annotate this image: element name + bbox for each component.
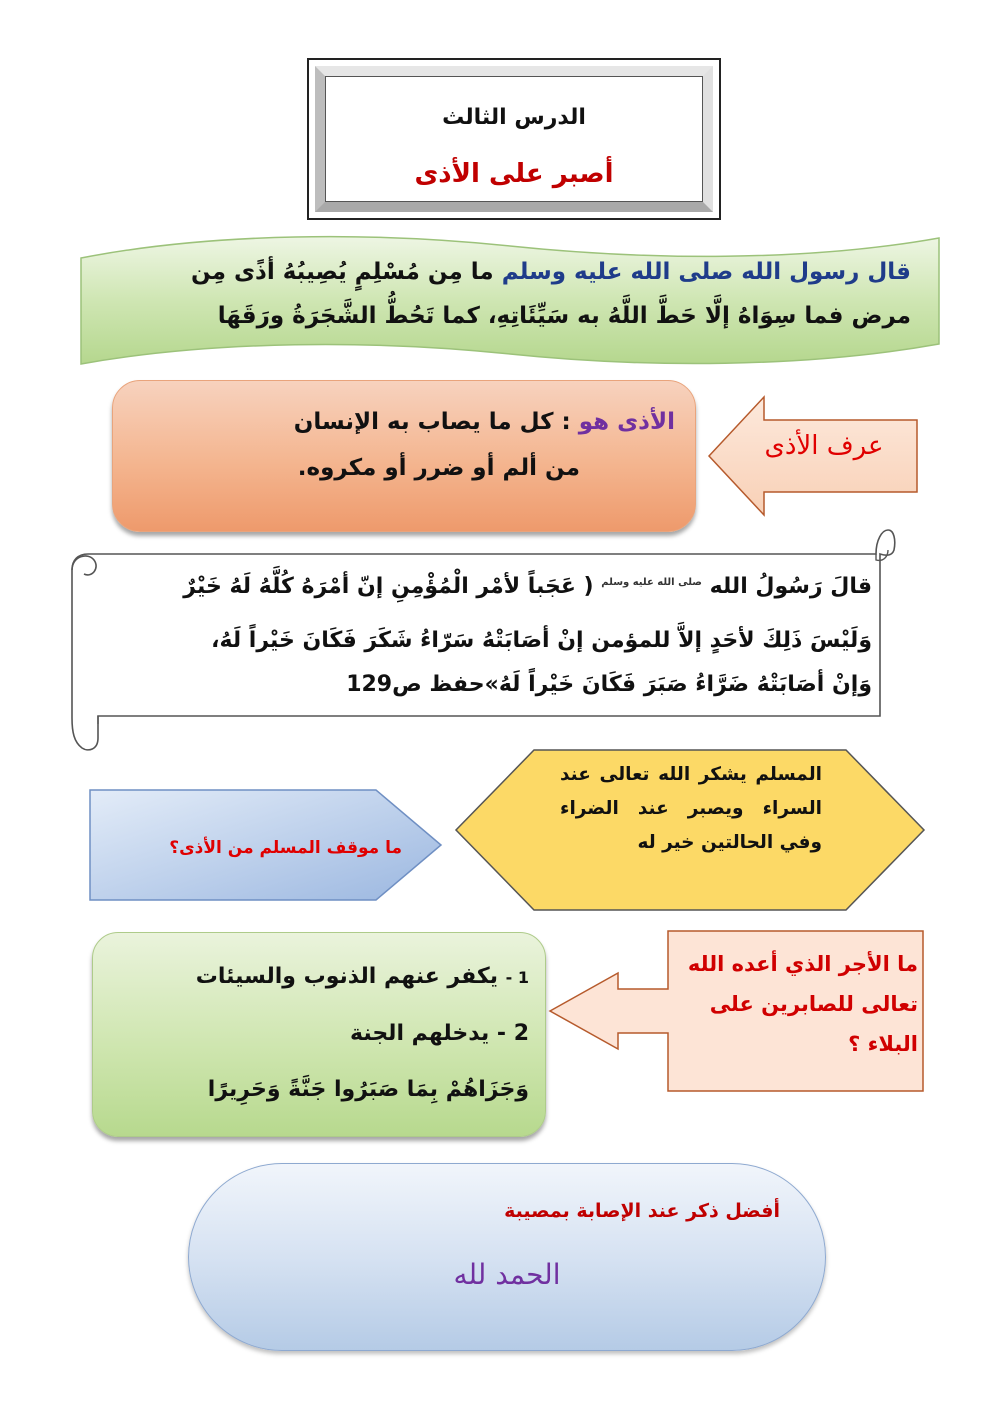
definition-term: الأذى هو (578, 409, 675, 435)
reward-item-2-number: 2 - (496, 1021, 529, 1046)
reward-item-1 (89, 949, 529, 1006)
hadith-text (103, 250, 911, 338)
rewards-box (92, 932, 546, 1137)
scroll-line-1 (104, 556, 872, 614)
hadith-intro: قال رسول الله صلى الله عليه وسلم (501, 259, 911, 285)
rewards-text (89, 949, 529, 1118)
lesson-title: أصبر على الأذى (414, 159, 614, 189)
title-frame-bevel (315, 66, 713, 212)
scroll-line-3: وَإنْ أصَابَتْهُ ضَرَّاءُ صَبَرَ فَكَانَ خَيْراً لَهُ»حفظ ص129 (346, 672, 872, 697)
definition-box (112, 380, 696, 532)
definition-line-2: من ألم أو ضرر أو مكروه. (297, 455, 580, 481)
definition-line-1-rest: كل ما يصاب به الإنسان (293, 409, 554, 435)
hadith-scroll-text (104, 556, 872, 702)
title-frame-inner (325, 76, 703, 202)
reward-item-1-number: 1 - (505, 968, 529, 987)
define-arrow-label: عرف الأذى (764, 431, 884, 461)
reward-item-1-text: يكفر عنهم الذنوب والسيئات (195, 964, 498, 989)
hadith-line-1 (103, 250, 911, 294)
definition-text (155, 399, 675, 491)
hadith-line-2: مرض فما سِوَاهُ إلَّا حَطَّ اللَّهُ به سَيِّئَاتِهِ، كما تَحُطُّ الشَّجَرَةُ ورَقَهَا (217, 303, 911, 329)
dhikr-box (188, 1163, 826, 1351)
definition-colon: : (553, 409, 579, 435)
salawat-symbol: صلى الله عليه وسلم (601, 577, 702, 588)
question-2-text: ما الأجر الذي أعده الله تعالى للصابرين على البلاء ؟ (687, 952, 918, 1056)
scroll-line-1-b: ( عَجَباً لأمْر الْمُؤْمِنِ إنّ أمْرَهُ كُلَّهُ لَهُ خَيْرٌ (183, 574, 594, 599)
reward-item-2 (89, 1006, 529, 1062)
lesson-number: الدرس الثالث (442, 105, 586, 130)
definition-line-1 (155, 399, 675, 445)
scroll-line-2: وَلَيْسَ ذَلِكَ لأحَدٍ إلاَّ للمؤمن إنْ أصَابَتْهُ سَرّاءُ شَكَرَ فَكَانَ خَيْراً لَهُ، (211, 628, 872, 653)
reward-verse: وَجَزَاهُمْ بِمَا صَبَرُوا جَنَّةً وَحَرِيرًا (207, 1077, 529, 1102)
question-1-text: ما موقف المسلم من الأذى؟ (169, 838, 402, 858)
hadith-line-1-rest: ما مِن مُسْلِمٍ يُصِيبُهُ أذًى مِن (191, 259, 494, 285)
scroll-line-1-a: قالَ رَسُولُ الله (709, 574, 872, 599)
answer-1-text: المسلم يشكر الله تعالى عند السراء ويصبر عند الضراء وفي الحالتين خير له (560, 764, 822, 853)
lesson-title-frame (307, 58, 721, 220)
reward-item-2-text: يدخلهم الجنة (350, 1021, 490, 1046)
hadith-banner (75, 228, 945, 372)
dhikr-phrase: الحمد لله (453, 1258, 561, 1291)
dhikr-title: أفضل ذكر عند الإصابة بمصيبة (504, 1200, 780, 1222)
